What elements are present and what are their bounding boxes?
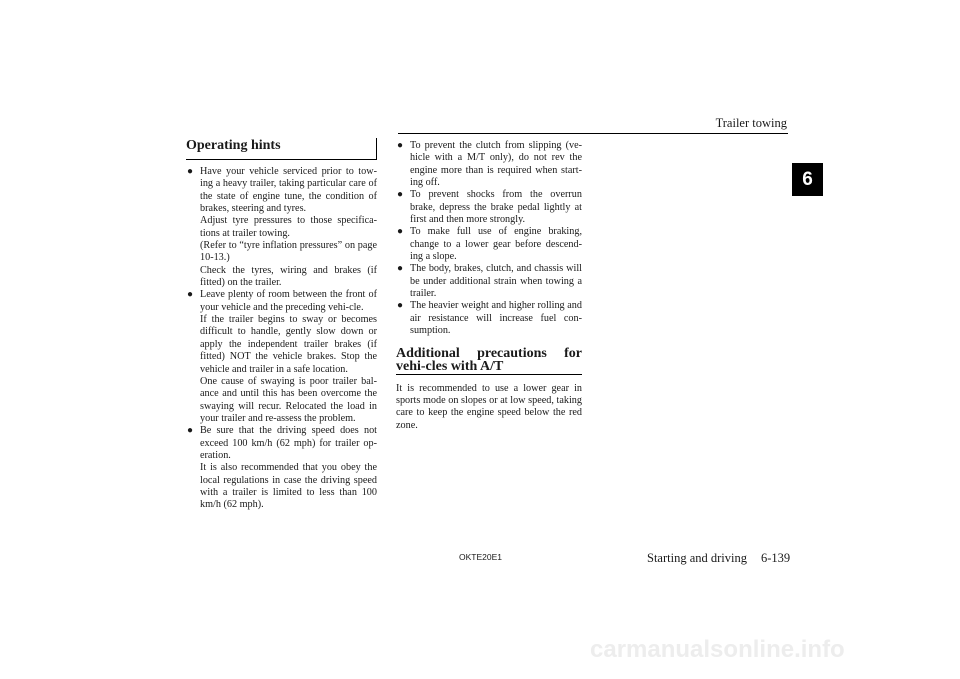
operating-hints-heading: Operating hints: [186, 138, 377, 160]
hint-bullet-servicing: [186, 166, 377, 289]
running-header: Trailer towing: [715, 116, 787, 130]
hint-bullet-strain: [396, 263, 582, 300]
bullet-icon: ●: [397, 140, 404, 151]
document-code: OKTE20E1: [459, 552, 502, 562]
bullet-icon: ●: [397, 263, 404, 275]
hint-text: Have your vehicle serviced prior to tow-ing a heavy trailer, taking particular care of the state of engine tune, the condition of brakes, steering and tyres.: [200, 166, 377, 215]
hint-bullet-overrun-brake: [396, 189, 582, 226]
hint-text: The heavier weight and higher rolling and air resistance will increase fuel con-sumption.: [410, 300, 582, 337]
left-column: [186, 138, 377, 512]
bullet-icon: ●: [397, 300, 404, 312]
bullet-icon: ●: [187, 425, 194, 437]
hint-bullet-speed: [186, 425, 377, 511]
hint-text: Be sure that the driving speed does not exceed 100 km/h (62 mph) for trailer op-eration.: [200, 425, 377, 461]
hint-text: To make full use of engine braking, change to a lower gear before descend-ing a slope.: [410, 226, 582, 263]
hint-text: Check the tyres, wiring and brakes (if fitted) on the trailer.: [200, 264, 377, 289]
hint-text: If the trailer begins to sway or becomes difficult to handle, gently slow down or apply the independent trailer brakes (if fitted) NOT the vehicle brakes. Stop the vehicle and trailer in a safe location.: [200, 314, 377, 375]
hint-text: One cause of swaying is poor trailer bal-ance and until this has been overcome the swaying will recur. Relocated the load in your trailer and re-assess the problem.: [200, 375, 377, 424]
bullet-icon: ●: [397, 189, 404, 201]
bullet-icon: ●: [397, 226, 404, 238]
hint-bullet-engine-braking: [396, 226, 582, 263]
watermark: carmanualsonline.info: [590, 636, 845, 663]
hint-text: Leave plenty of room between the front of your vehicle and the preceding vehi-cle.: [200, 289, 377, 313]
right-column: [396, 140, 582, 432]
hint-bullet-room: [186, 289, 377, 425]
bullet-icon: ●: [187, 166, 194, 177]
hint-text: To prevent the clutch from slipping (ve-hicle with a M/T only), do not rev the engine more than is required when start-ing off.: [410, 140, 582, 189]
hint-text: The body, brakes, clutch, and chassis will be under additional strain when towing a trailer.: [410, 263, 582, 300]
page-number: 6-139: [761, 551, 791, 565]
hint-bullet-fuel: [396, 300, 582, 337]
footer-section-title: Starting and driving: [647, 551, 747, 565]
additional-precautions-text: It is recommended to use a lower gear in sports mode on slopes or at low speed, taking care to keep the engine speed below the red zone.: [396, 382, 582, 431]
hint-text: To prevent shocks from the overrun brake, depress the brake pedal lightly at first and then more strongly.: [410, 189, 582, 226]
header-rule: [398, 133, 788, 134]
bullet-icon: ●: [187, 289, 194, 301]
hint-text: (Refer to “tyre inflation pressures” on page 10-13.): [200, 240, 377, 264]
hint-bullet-clutch: [396, 140, 582, 189]
hint-text: Adjust tyre pressures to those specifica-tions at trailer towing.: [200, 215, 377, 239]
chapter-tab: 6: [792, 163, 823, 196]
additional-precautions-heading: Additional precautions for vehi-cles with A/T: [396, 345, 582, 374]
hint-text: It is also recommended that you obey the local regulations in case the driving speed with a trailer is limited to less than 100 km/h (62 mph).: [200, 462, 377, 511]
